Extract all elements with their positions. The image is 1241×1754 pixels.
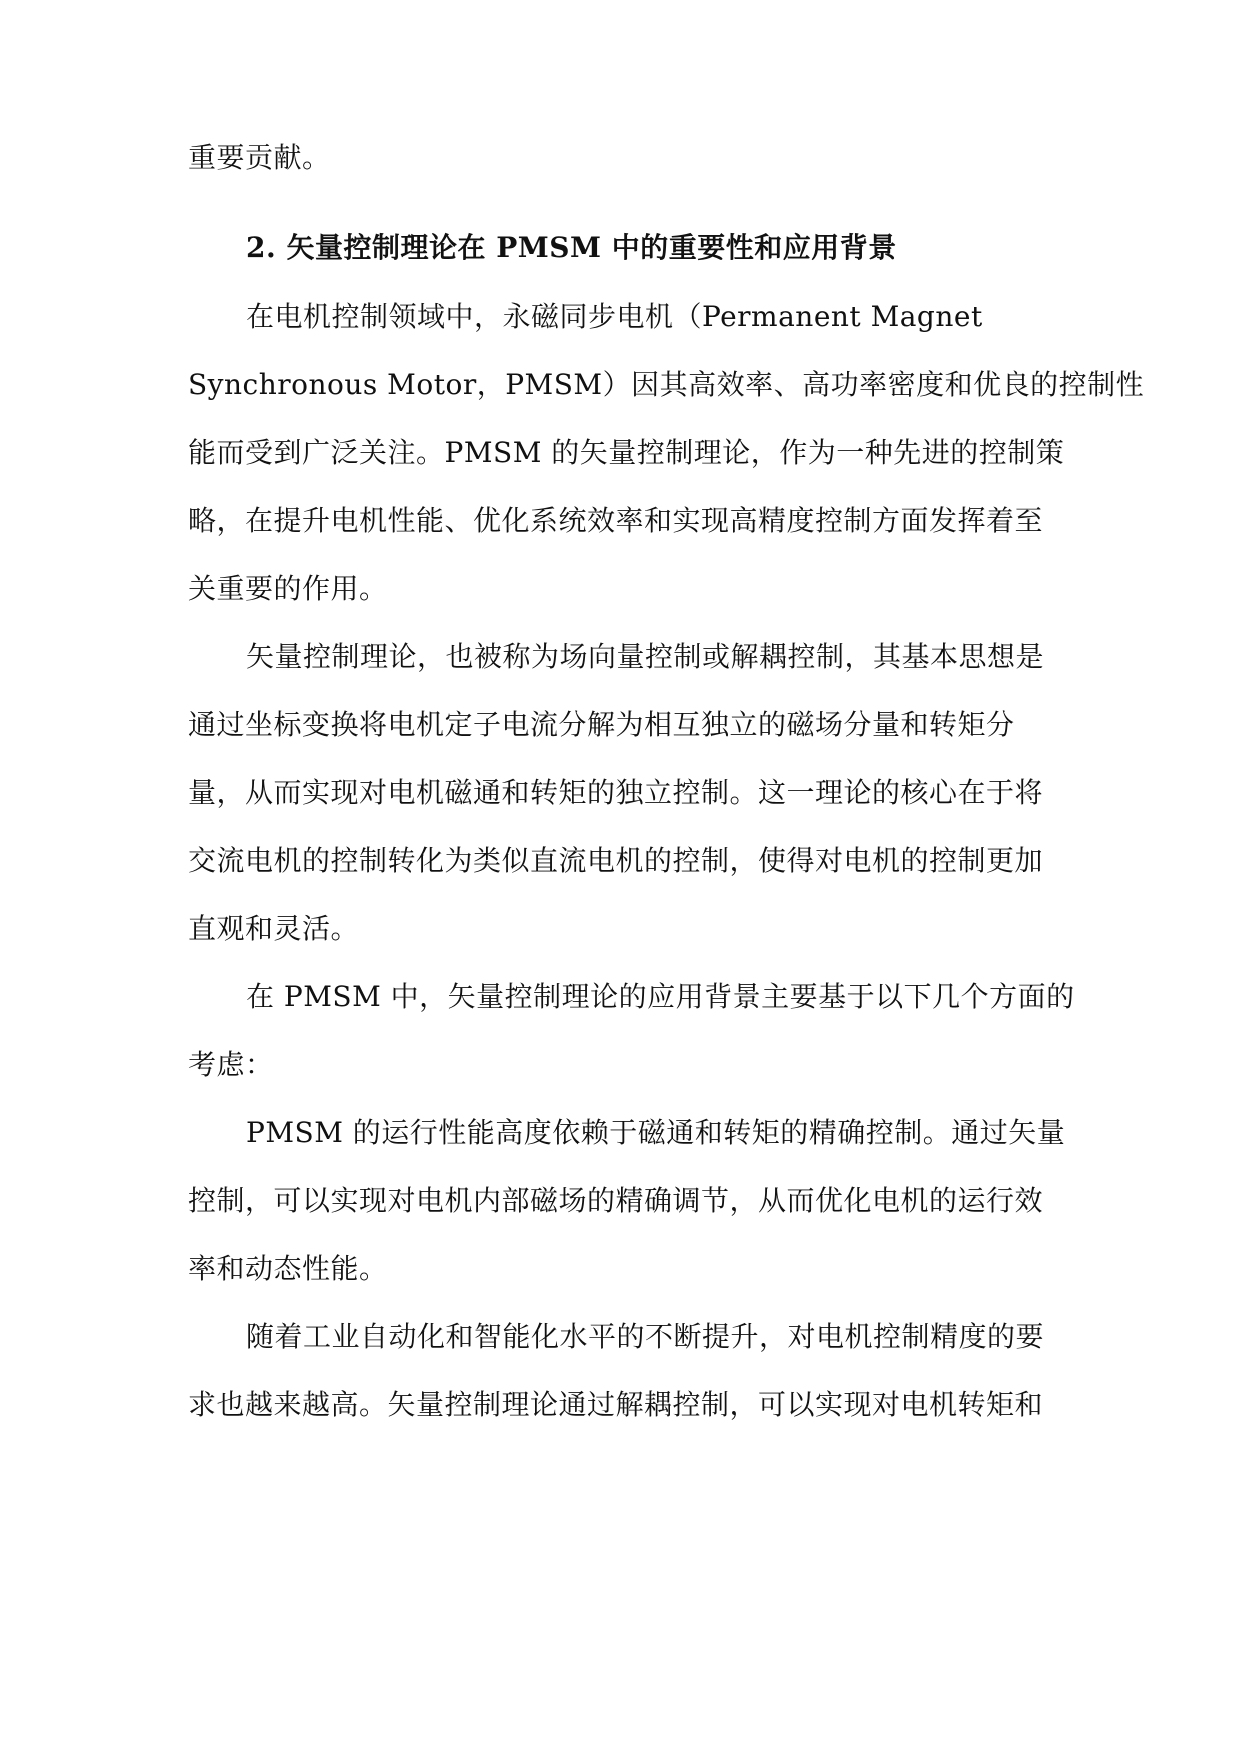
paragraph-line: PMSM 的运行性能高度依赖于磁通和转矩的精确控制。通过矢量 [246,1116,1066,1149]
paragraph-line: 随着工业自动化和智能化水平的不断提升，对电机控制精度的要 [246,1320,1045,1353]
paragraph-line: 交流电机的控制转化为类似直流电机的控制，使得对电机的控制更加 [188,844,1044,877]
paragraph-line: 考虑： [188,1048,274,1081]
paragraph-line: 控制，可以实现对电机内部磁场的精确调节，从而优化电机的运行效 [188,1184,1044,1217]
paragraph-line: 直观和灵活。 [188,912,360,945]
paragraph-line: 略，在提升电机性能、优化系统效率和实现高精度控制方面发挥着至 [188,504,1044,537]
paragraph-line: 量，从而实现对电机磁通和转矩的独立控制。这一理论的核心在于将 [188,776,1044,809]
section-heading: 2. 矢量控制理论在 PMSM 中的重要性和应用背景 [246,231,897,264]
paragraph-line: 通过坐标变换将电机定子电流分解为相互独立的磁场分量和转矩分 [188,708,1015,741]
paragraph-line: 在 PMSM 中，矢量控制理论的应用背景主要基于以下几个方面的 [246,980,1075,1013]
paragraph-line: 率和动态性能。 [188,1252,388,1285]
paragraph-line: 能而受到广泛关注。PMSM 的矢量控制理论，作为一种先进的控制策 [188,436,1065,469]
paragraph-line: 在电机控制领域中，永磁同步电机（Permanent Magnet [246,300,983,333]
paragraph-line: 矢量控制理论，也被称为场向量控制或解耦控制，其基本思想是 [246,640,1045,673]
paragraph-line: 关重要的作用。 [188,572,388,605]
continuation-text: 重要贡献。 [188,141,331,174]
paragraph-line: Synchronous Motor，PMSM）因其高效率、高功率密度和优良的控制性 [188,368,1145,401]
paragraph-line: 求也越来越高。矢量控制理论通过解耦控制，可以实现对电机转矩和 [188,1388,1044,1421]
